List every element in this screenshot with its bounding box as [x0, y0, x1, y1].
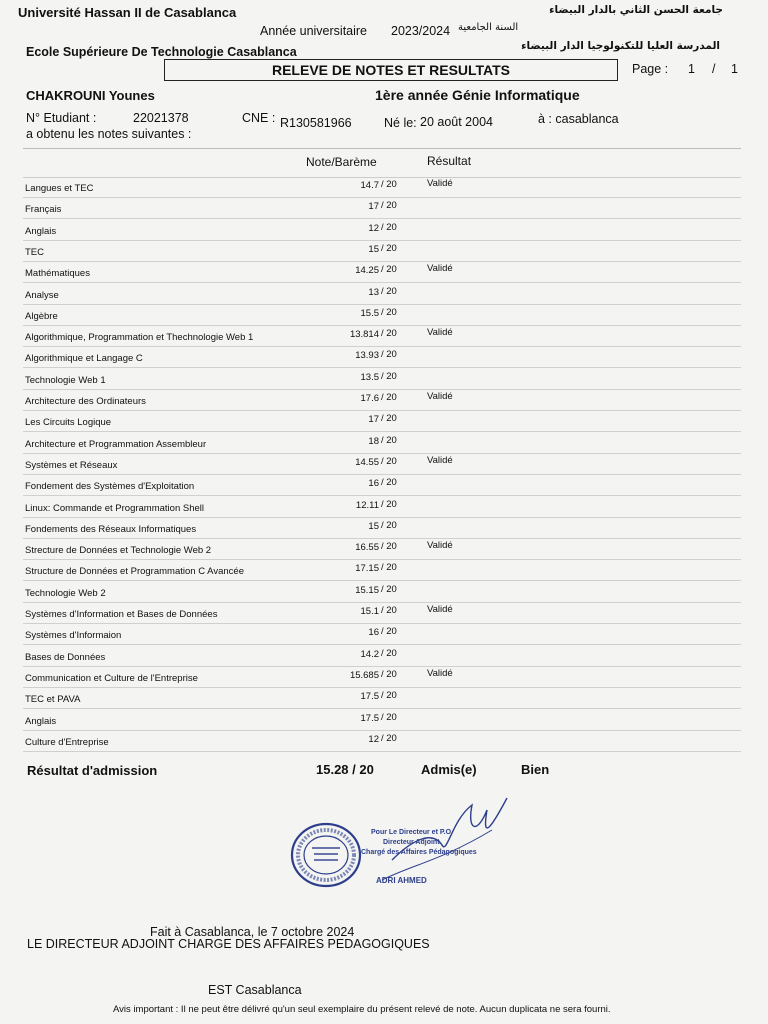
bareme: / 20	[381, 370, 397, 382]
table-row	[23, 219, 741, 241]
bareme: / 20	[381, 264, 397, 276]
note-value: 12	[368, 733, 379, 745]
cne-value: R130581966	[280, 116, 352, 130]
note-value: 14.2	[360, 648, 379, 660]
note-value: 17.6	[360, 393, 379, 404]
module-name: Technologie Web 1	[25, 374, 106, 386]
result-value: Validé	[427, 391, 453, 402]
ecole-name-arabic: المدرسة العليا للتكنولوجيا الدار البيضاء	[521, 40, 720, 52]
universite-name-arabic: جامعة الحسن الثاني بالدار البيضاء	[549, 4, 723, 16]
result-value: Validé	[427, 454, 453, 466]
module-name: Systèmes d'Information et Bases de Données	[25, 609, 218, 620]
bareme: / 20	[381, 647, 397, 659]
filiere: 1ère année Génie Informatique	[375, 87, 580, 103]
module-name: Strecture de Données et Technologie Web 2	[25, 545, 212, 557]
important-notice: Avis important : Il ne peut être délivré qu'un seul exemplaire du présent relevé de note. Aucun duplicata ne sera fourni.	[113, 1004, 611, 1015]
table-row	[23, 197, 741, 219]
note-value: 17.15	[355, 563, 379, 575]
stamp-line-2: Directeur Adjoint	[383, 839, 440, 846]
bareme: / 20	[381, 285, 397, 297]
column-header-result: Résultat	[427, 154, 472, 168]
bareme: / 20	[381, 732, 397, 744]
module-name: Technologie Web 2	[25, 587, 106, 599]
bareme: / 20	[381, 413, 397, 425]
issue-date: Fait à Casablanca, le 7 octobre 2024	[150, 925, 355, 939]
student-name: CHAKROUNI Younes	[26, 88, 155, 103]
table-row	[23, 453, 741, 475]
stamp-name: ADRI AHMED	[376, 876, 427, 885]
grades-table	[23, 148, 741, 748]
note-value: 13.93	[355, 350, 379, 362]
grades-table-header	[23, 148, 741, 178]
birth-date: 20 août 2004	[420, 115, 493, 129]
result-value: Validé	[427, 540, 453, 552]
note-value: 14.7	[360, 180, 379, 191]
bareme: / 20	[381, 562, 397, 574]
result-value: Validé	[427, 327, 453, 339]
module-name: Bases de Données	[25, 651, 106, 663]
admission-label: Résultat d'admission	[27, 763, 158, 778]
bareme: / 20	[381, 349, 397, 361]
note-value: 14.25	[355, 265, 379, 277]
bareme: / 20	[381, 306, 397, 318]
table-row	[23, 410, 741, 432]
table-row	[23, 176, 741, 198]
stamp-line-3: Chargé des Affaires Pédagogiques	[361, 849, 477, 856]
admission-note: 15.28 / 20	[316, 762, 374, 777]
student-number-label: N° Etudiant :	[26, 111, 97, 125]
module-name: Architecture des Ordinateurs	[25, 396, 146, 407]
module-name: Anglais	[25, 715, 57, 727]
bareme: / 20	[381, 498, 397, 510]
bareme: / 20	[381, 668, 397, 680]
bareme: / 20	[381, 455, 397, 467]
column-header-note: Note/Barème	[306, 155, 377, 169]
result-value: Validé	[427, 604, 453, 615]
table-row	[23, 346, 741, 368]
module-name: Systèmes d'Informaion	[25, 630, 122, 642]
note-value: 13.5	[360, 371, 379, 383]
bareme: / 20	[381, 583, 397, 595]
result-value: Validé	[427, 178, 453, 189]
note-value: 12	[368, 222, 379, 234]
stamp-line-1: Pour Le Directeur et P.O	[371, 829, 452, 836]
student-number: 22021378	[133, 111, 189, 125]
note-value: 13.814	[349, 329, 379, 341]
table-row	[23, 283, 741, 305]
note-value: 17	[368, 201, 379, 213]
result-value: Validé	[427, 667, 453, 679]
annee-label: Année universitaire	[260, 24, 368, 38]
module-name: Linux: Commande et Programmation Shell	[25, 502, 205, 514]
table-row	[23, 538, 741, 560]
note-value: 15.15	[355, 584, 379, 596]
result-value: Validé	[427, 263, 453, 275]
module-name: Français	[25, 204, 62, 216]
table-row	[23, 730, 741, 752]
signatory-title: LE DIRECTEUR ADJOINT CHARGE DES AFFAIRES PEDAGOGIQUES	[27, 937, 430, 951]
table-row	[23, 389, 741, 411]
table-row	[23, 432, 741, 454]
module-name: Fondement des Systèmes d'Exploitation	[25, 481, 195, 493]
bareme: / 20	[381, 519, 397, 531]
module-name: TEC et PAVA	[25, 694, 81, 706]
bareme: / 20	[381, 605, 397, 616]
table-row	[23, 474, 741, 496]
admission-decision: Admis(e)	[421, 762, 477, 777]
note-value: 12.11	[355, 499, 379, 511]
note-value: 16.55	[355, 542, 379, 554]
page-number: 1	[688, 62, 695, 76]
birth-place: à : casablanca	[538, 112, 619, 126]
page-label: Page :	[632, 62, 669, 76]
module-name: TEC	[25, 246, 44, 258]
bareme: / 20	[381, 179, 397, 190]
note-value: 13	[368, 286, 379, 298]
birth-label: Né le:	[384, 116, 417, 130]
note-value: 16	[368, 627, 379, 639]
school-seal-stamp	[290, 822, 362, 888]
table-row	[23, 687, 741, 709]
admission-mention: Bien	[521, 762, 550, 777]
table-row	[23, 623, 741, 645]
table-row	[23, 666, 741, 688]
table-row	[23, 304, 741, 326]
bareme: / 20	[381, 541, 397, 553]
note-value: 17	[368, 414, 379, 426]
bareme: / 20	[381, 711, 397, 723]
table-row	[23, 602, 741, 624]
note-value: 15	[368, 520, 379, 532]
page-separator: /	[712, 62, 716, 76]
bareme: / 20	[381, 690, 397, 702]
bareme: / 20	[381, 626, 397, 638]
bareme: / 20	[381, 221, 397, 233]
cne-label: CNE :	[242, 111, 276, 125]
bareme: / 20	[381, 434, 397, 446]
table-row	[23, 240, 741, 262]
module-name: Analyse	[25, 289, 59, 301]
note-value: 15	[368, 243, 379, 255]
module-name: Algorithmique et Langage C	[25, 353, 143, 365]
table-row	[23, 709, 741, 731]
bareme: / 20	[381, 477, 397, 489]
table-row	[23, 645, 741, 667]
module-name: Culture d'Entreprise	[25, 736, 109, 748]
annee-value: 2023/2024	[391, 24, 451, 38]
universite-name: Université Hassan II de Casablanca	[18, 5, 237, 20]
table-row	[23, 517, 741, 539]
note-value: 14.55	[355, 456, 379, 468]
page-total: 1	[731, 62, 738, 76]
module-name: Structure de Données et Programmation C Avancée	[25, 566, 244, 578]
note-value: 15.1	[360, 606, 379, 617]
module-name: Fondements des Réseaux Informatiques	[25, 523, 197, 535]
table-row	[23, 581, 741, 603]
table-row	[23, 368, 741, 390]
module-name: Systèmes et Réseaux	[25, 459, 118, 471]
bareme: / 20	[381, 200, 397, 212]
note-value: 15.5	[360, 307, 379, 319]
note-value: 16	[368, 478, 379, 490]
module-name: Langues et TEC	[25, 183, 94, 194]
table-row	[23, 496, 741, 518]
ecole-name: Ecole Supérieure De Technologie Casablanca	[26, 45, 297, 59]
module-name: Les Circuits Logique	[25, 417, 112, 429]
module-name: Algèbre	[25, 310, 58, 322]
bareme: / 20	[381, 392, 397, 403]
module-name: Architecture et Programmation Assembleur	[25, 438, 207, 450]
module-name: Anglais	[25, 225, 57, 237]
module-name: Algorithmique, Programmation et Thechnologie Web 1	[25, 332, 254, 344]
bareme: / 20	[381, 328, 397, 340]
table-row	[23, 559, 741, 581]
table-row	[23, 261, 741, 283]
notes-intro: a obtenu les notes suivantes :	[26, 127, 192, 141]
module-name: Mathématiques	[25, 268, 90, 280]
note-value: 17.5	[360, 691, 379, 703]
note-value: 17.5	[360, 712, 379, 724]
table-row	[23, 325, 741, 347]
bareme: / 20	[381, 242, 397, 254]
note-value: 18	[368, 435, 379, 447]
document-title: RELEVE DE NOTES ET RESULTATS	[164, 59, 618, 81]
note-value: 15.685	[349, 669, 379, 681]
module-name: Communication et Culture de l'Entreprise	[25, 672, 198, 684]
annee-label-arabic: السنة الجامعية	[458, 22, 519, 33]
issuing-school: EST Casablanca	[208, 983, 302, 997]
